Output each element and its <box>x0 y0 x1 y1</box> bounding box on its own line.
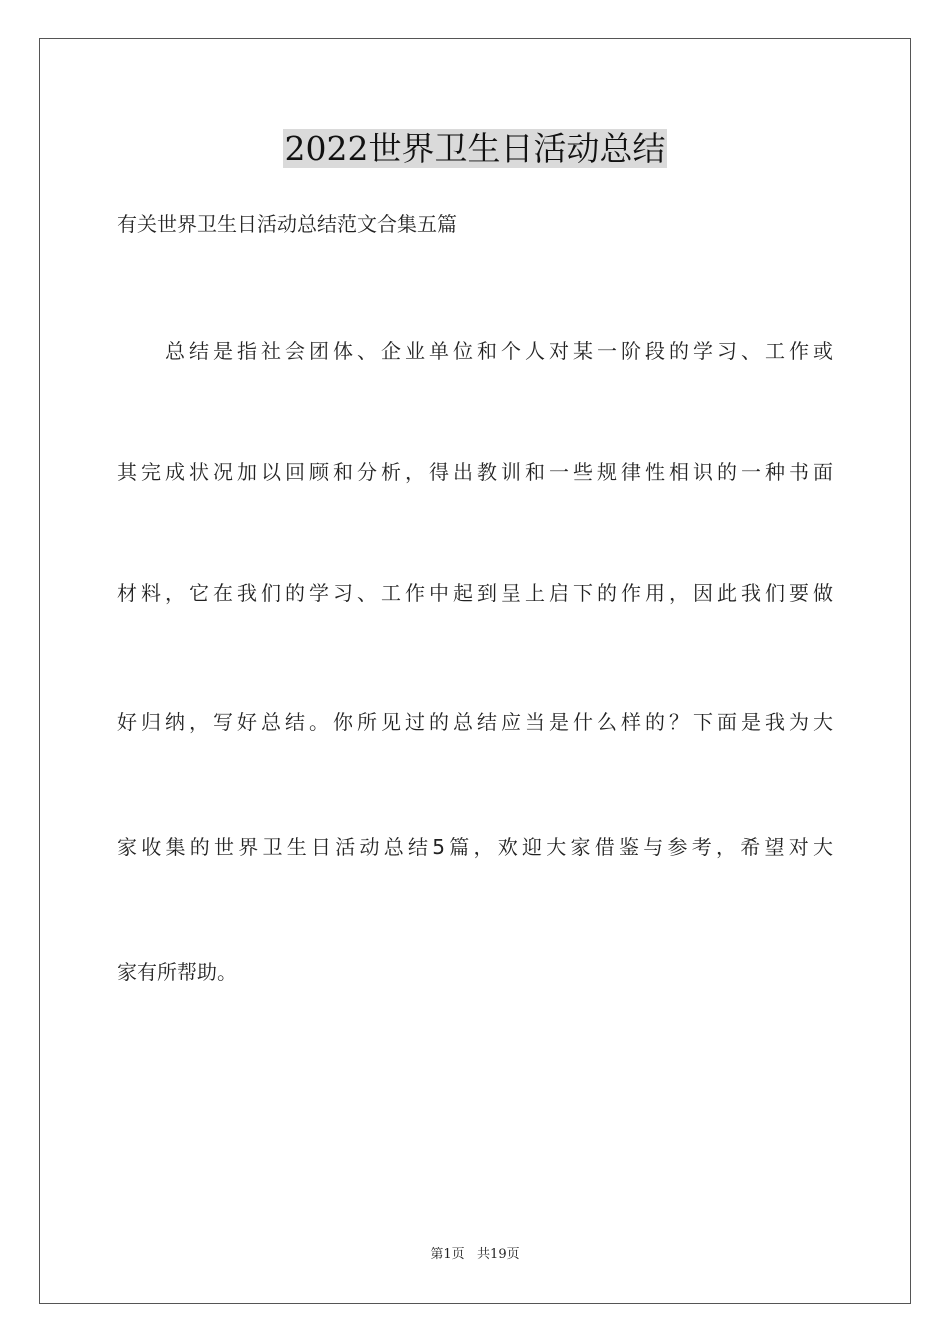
page-number: 第1页 共19页 <box>430 1247 520 1262</box>
paragraph-line-6: 家有所帮助。 <box>117 960 237 984</box>
document-title <box>0 127 950 171</box>
paragraph-line-5: 家收集的世界卫生日活动总结5篇，欢迎大家借鉴与参考，希望对大 <box>117 835 833 859</box>
paragraph-line-4: 好归纳，写好总结。你所见过的总结应当是什么样的？下面是我为大 <box>117 710 833 734</box>
document-title-text: 2022世界卫生日活动总结 <box>284 129 666 168</box>
document-subtitle: 有关世界卫生日活动总结范文合集五篇 <box>117 212 457 236</box>
paragraph-line-3: 材料，它在我们的学习、工作中起到呈上启下的作用，因此我们要做 <box>117 581 833 605</box>
paragraph-line-1: 总结是指社会团体、企业单位和个人对某一阶段的学习、工作或 <box>165 339 833 363</box>
paragraph-line-2: 其完成状况加以回顾和分析，得出教训和一些规律性相识的一种书面 <box>117 460 833 484</box>
